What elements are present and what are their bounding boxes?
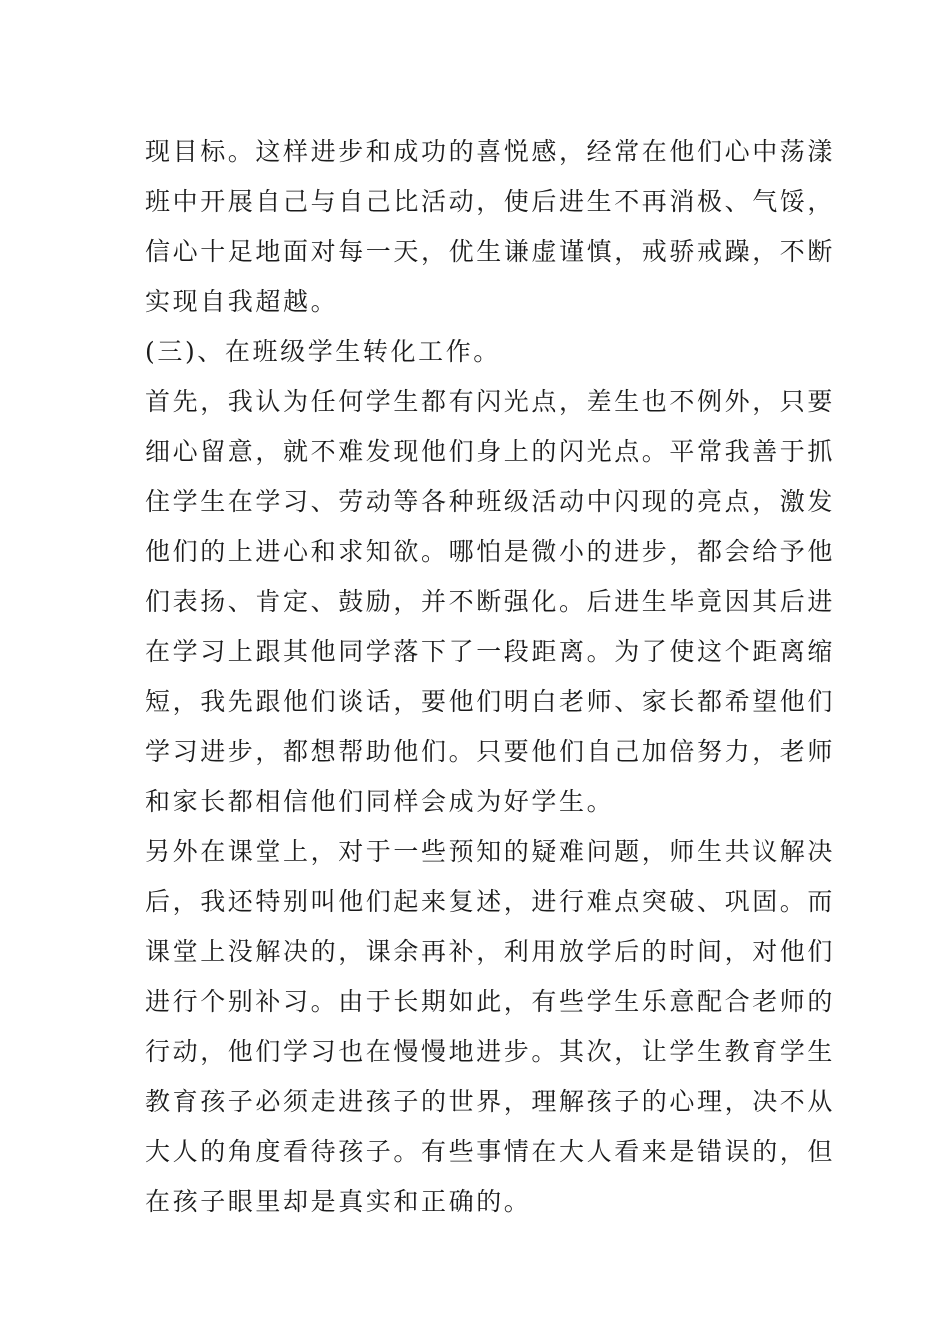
text-line: 学习进步，都想帮助他们。只要他们自己加倍努力，老师 xyxy=(145,737,836,766)
text-line: 另外在课堂上，对于一些预知的疑难问题，师生共议解决 xyxy=(145,837,836,866)
text-line: 在孩子眼里却是真实和正确的。 xyxy=(145,1187,532,1216)
text-line: 短，我先跟他们谈话，要他们明白老师、家长都希望他们 xyxy=(145,687,836,716)
text-line: 和家长都相信他们同样会成为好学生。 xyxy=(145,787,615,816)
text-line: 实现自我超越。 xyxy=(145,287,339,316)
text-line: 细心留意，就不难发现他们身上的闪光点。平常我善于抓 xyxy=(145,437,836,466)
text-line: 们表扬、肯定、鼓励，并不断强化。后进生毕竟因其后进 xyxy=(145,587,836,616)
text-line: 大人的角度看待孩子。有些事情在大人看来是错误的，但 xyxy=(145,1137,836,1166)
text-line: 他们的上进心和求知欲。哪怕是微小的进步，都会给予他 xyxy=(145,537,836,566)
text-line: 现目标。这样进步和成功的喜悦感，经常在他们心中荡漾 xyxy=(145,137,836,166)
text-line: 班中开展自己与自己比活动，使后进生不再消极、气馁， xyxy=(145,187,836,216)
text-line: 住学生在学习、劳动等各种班级活动中闪现的亮点，激发 xyxy=(145,487,836,516)
text-line: 首先，我认为任何学生都有闪光点，差生也不例外，只要 xyxy=(145,387,836,416)
document-body xyxy=(145,127,836,1227)
text-line: 在学习上跟其他同学落下了一段距离。为了使这个距离缩 xyxy=(145,637,836,666)
text-line: 教育孩子必须走进孩子的世界，理解孩子的心理，决不从 xyxy=(145,1087,836,1116)
section-heading: (三)、在班级学生转化工作。 xyxy=(145,337,501,366)
text-line: 课堂上没解决的，课余再补，利用放学后的时间，对他们 xyxy=(145,937,836,966)
text-line: 信心十足地面对每一天，优生谦虚谨慎，戒骄戒躁，不断 xyxy=(145,237,836,266)
text-line: 进行个别补习。由于长期如此，有些学生乐意配合老师的 xyxy=(145,987,836,1016)
text-line: 后，我还特别叫他们起来复述，进行难点突破、巩固。而 xyxy=(145,887,836,916)
text-line: 行动，他们学习也在慢慢地进步。其次，让学生教育学生 xyxy=(145,1037,836,1066)
